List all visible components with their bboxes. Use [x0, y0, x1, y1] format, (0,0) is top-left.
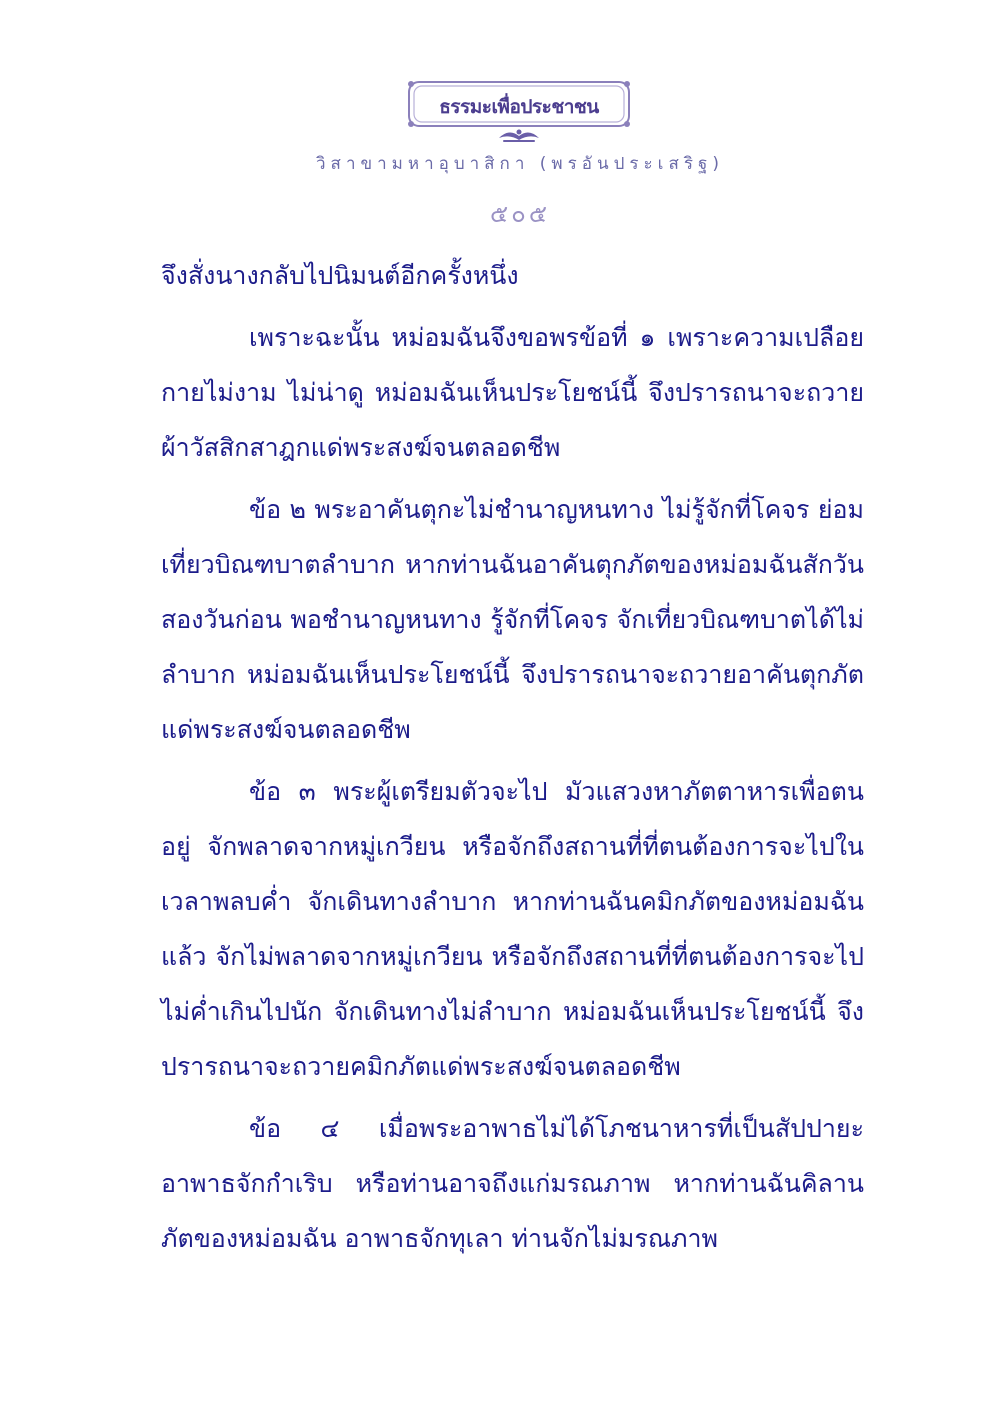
paragraph: ข้อ ๓ พระผู้เตรียมตัวจะไป มัวแสวงหาภัตตาหารเพื่อตนอยู่ จักพลาดจากหมู่เกวียน หรือจักถึงสถานที่ที่ตนต้องการจะไปในเวลาพลบค่ำ จักเดินทางลำบาก หากท่านฉันคมิกภัตของหม่อมฉันแล้ว จักไม่พลาดจากหมู่เกวียน หรือจักถึงสถานที่ที่ตนต้องการจะไปไม่ค่ำเกินไปนัก จักเดินทางไม่ลำบาก หม่อมฉันเห็นประโยชน์นี้ จึงปรารถนาจะถวายคมิกภัตแด่พระสงฆ์จนตลอดชีพ: [161, 777, 864, 1081]
paragraph: จึงสั่งนางกลับไปนิมนต์อีกครั้งหนึ่ง: [161, 261, 519, 290]
body-text: [161, 248, 864, 1273]
logo-text: ธรรมะเพื่อประชาชน: [439, 96, 599, 118]
author-title: วิสาขามหาอุบาสิกา (พรอันประเสริฐ): [316, 154, 724, 174]
paragraph: ข้อ ๒ พระอาคันตุกะไม่ชำนาญหนทาง ไม่รู้จักที่โคจร ย่อมเที่ยวบิณฑบาตลำบาก หากท่านฉันอาคันตุกภัตของหม่อมฉันสักวันสองวันก่อน พอชำนาญหนทาง รู้จักที่โคจร จักเที่ยวบิณฑบาตได้ไม่ลำบาก หม่อมฉันเห็นประโยชน์นี้ จึงปรารถนาจะถวายอาคันตุกภัตแด่พระสงฆ์จนตลอดชีพ: [161, 495, 864, 744]
ornament-icon: [499, 130, 539, 143]
paragraph: เพราะฉะนั้น หม่อมฉันจึงขอพรข้อที่ ๑ เพราะความเปลือยกายไม่งาม ไม่น่าดู หม่อมฉันเห็นประโยชน์นี้ จึงปรารถนาจะถวายผ้าวัสสิกสาฎกแด่พระสงฆ์จนตลอดชีพ: [161, 323, 864, 462]
logo: [405, 78, 633, 148]
page-number: ๕๐๕: [490, 200, 550, 228]
paragraph: ข้อ ๔ เมื่อพระอาพาธไม่ได้โภชนาหารที่เป็นสัปปายะ อาพาธจักกำเริบ หรือท่านอาจถึงแก่มรณภาพ หากท่านฉันคิลานภัตของหม่อมฉัน อาพาธจักทุเลา ท่านจักไม่มรณภาพ: [161, 1114, 864, 1253]
